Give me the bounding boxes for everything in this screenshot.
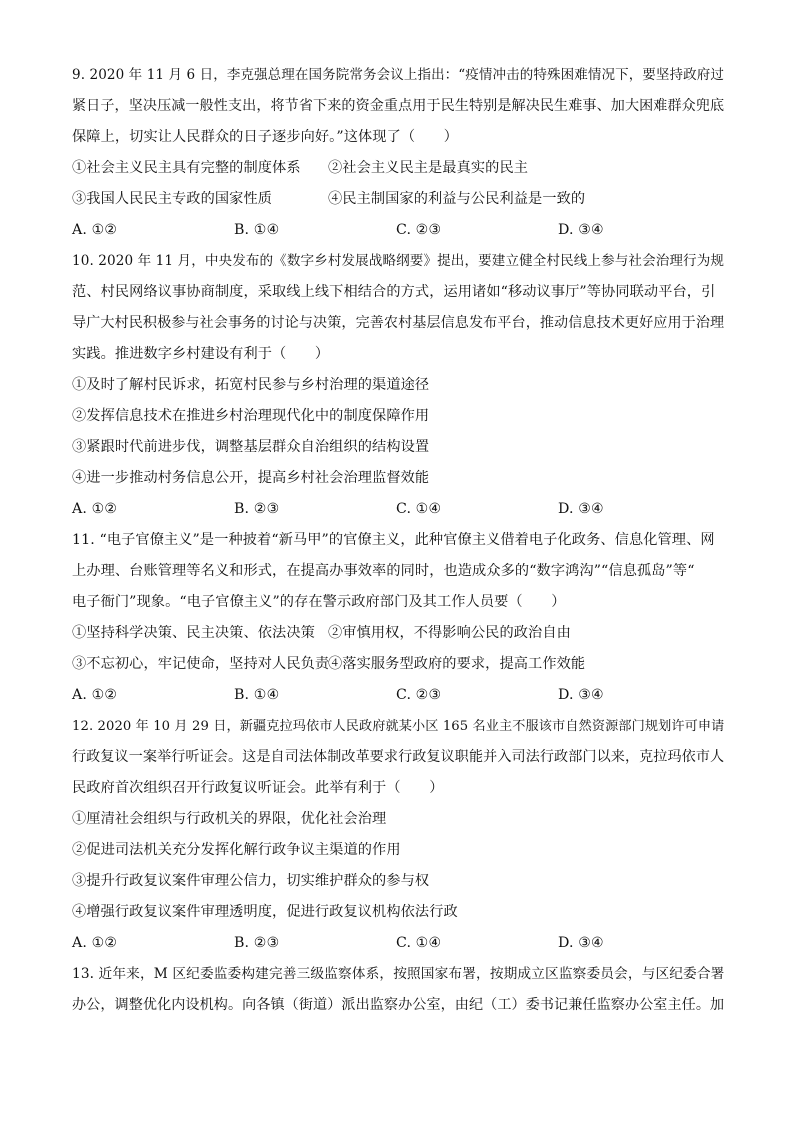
statement-row <box>72 624 722 655</box>
answer-options <box>72 221 722 252</box>
question-stem-line: 11. “电子官僚主义”是一种披着“新马甲”的官僚主义，此种官僚主义借着电子化政务、信息化管理、网 <box>72 532 715 548</box>
question-10 <box>72 252 725 531</box>
statement-row <box>72 655 722 686</box>
option-a[interactable]: A. ①② <box>72 687 118 703</box>
exam-page <box>72 66 725 1027</box>
statement-4: ④民主制国家的利益与公民利益是一致的 <box>328 191 586 207</box>
statement-3: ③我国人民民主专政的国家性质 <box>72 191 273 207</box>
question-stem-line: 9. 2020 年 11 月 6 日，李克强总理在国务院常务会议上指出：“疫情冲击的特殊困难情况下，要坚持政府过 <box>72 67 725 83</box>
question-9 <box>72 66 725 252</box>
statement-3: ③不忘初心，牢记使命，坚持对人民负责 <box>72 656 330 672</box>
statement-1: ①及时了解村民诉求，拓宽村民参与乡村治理的渠道途径 <box>72 377 430 393</box>
option-a[interactable]: A. ①② <box>72 935 118 951</box>
question-stem-line: 行政复议一案举行听证会。这是自司法体制改革要求行政复议职能并入司法行政部门以来，克拉玛依市人 <box>72 749 725 765</box>
question-11 <box>72 531 722 717</box>
option-a[interactable]: A. ①② <box>72 501 118 517</box>
question-stem-line: 上办理、台账管理等名义和形式，在提高办事效率的同时，也造成众多的“数字鸿沟”“信息孤岛”等“ <box>72 563 695 579</box>
question-stem-line: 电子衙门”现象。“电子官僚主义”的存在警示政府部门及其工作人员要（ ） <box>72 594 566 610</box>
statement-row <box>72 159 722 190</box>
statement-1: ①社会主义民主具有完整的制度体系 <box>72 160 301 176</box>
question-13 <box>72 965 725 1027</box>
statement-4: ④增强行政复议案件审理透明度，促进行政复议机构依法行政 <box>72 904 458 920</box>
option-d[interactable]: D. ③④ <box>558 687 604 703</box>
statement-1: ①厘清社会组织与行政机关的界限，优化社会治理 <box>72 811 387 827</box>
option-c[interactable]: C. ②③ <box>396 687 442 703</box>
statement-2: ②发挥信息技术在推进乡村治理现代化中的制度保障作用 <box>72 408 430 424</box>
question-stem-line: 范、村民网络议事协商制度，采取线上线下相结合的方式，运用诸如“移动议事厅”等协同联动平台，引 <box>72 284 716 300</box>
question-12 <box>72 717 725 965</box>
question-stem-line: 民政府首次组织召开行政复议听证会。此举有利于（ ） <box>72 780 444 796</box>
option-b[interactable]: B. ①④ <box>234 687 280 703</box>
question-stem-line: 办公，调整优化内设机构。向各镇（街道）派出监察办公室，由纪（工）委书记兼任监察办公室主任。加 <box>72 997 725 1013</box>
option-d[interactable]: D. ③④ <box>558 501 604 517</box>
statement-2: ②社会主义民主是最真实的民主 <box>328 160 529 176</box>
answer-options <box>72 934 722 965</box>
statement-2: ②促进司法机关充分发挥化解行政争议主渠道的作用 <box>72 842 401 858</box>
option-b[interactable]: B. ②③ <box>234 935 280 951</box>
question-stem-line: 13. 近年来，M 区纪委监委构建完善三级监察体系，按照国家布署，按期成立区监察委员会，与区纪委合署 <box>72 966 725 982</box>
option-a[interactable]: A. ①② <box>72 222 118 238</box>
option-b[interactable]: B. ②③ <box>234 501 280 517</box>
question-stem-line: 12. 2020 年 10 月 29 日，新疆克拉玛依市人民政府就某小区 165 名业主不服该市自然资源部门规划许可申请 <box>72 719 725 734</box>
option-c[interactable]: C. ①④ <box>396 935 442 951</box>
statement-4: ④落实服务型政府的要求，提高工作效能 <box>328 656 586 672</box>
statement-row <box>72 190 722 221</box>
statement-1: ①坚持科学决策、民主决策、依法决策 <box>72 625 315 641</box>
statement-3: ③提升行政复议案件审理公信力，切实维护群众的参与权 <box>72 873 430 889</box>
question-stem-line: 紧日子，坚决压减一般性支出，将节省下来的资金重点用于民生特别是解决民生难事、加大困难群众兜底 <box>72 98 725 114</box>
option-d[interactable]: D. ③④ <box>558 222 604 238</box>
statement-4: ④进一步推动村务信息公开，提高乡村社会治理监督效能 <box>72 470 430 486</box>
answer-options <box>72 500 722 531</box>
statement-2: ②审慎用权，不得影响公民的政治自由 <box>328 625 571 641</box>
option-c[interactable]: C. ①④ <box>396 501 442 517</box>
option-b[interactable]: B. ①④ <box>234 222 280 238</box>
option-d[interactable]: D. ③④ <box>558 935 604 951</box>
question-stem-line: 10. 2020 年 11 月，中央发布的《数字乡村发展战略纲要》提出，要建立健全村民线上参与社会治理行为规 <box>72 253 725 269</box>
statement-3: ③紧跟时代前进步伐，调整基层群众自治组织的结构设置 <box>72 439 430 455</box>
question-stem-line: 保障上，切实让人民群众的日子逐步向好。”这体现了（ ） <box>72 129 459 145</box>
question-stem-line: 导广大村民积极参与社会事务的讨论与决策，完善农村基层信息发布平台，推动信息技术更好应用于治理 <box>72 315 725 331</box>
option-c[interactable]: C. ②③ <box>396 222 442 238</box>
question-stem-line: 实践。推进数字乡村建设有利于（ ） <box>72 346 330 362</box>
answer-options <box>72 686 722 717</box>
